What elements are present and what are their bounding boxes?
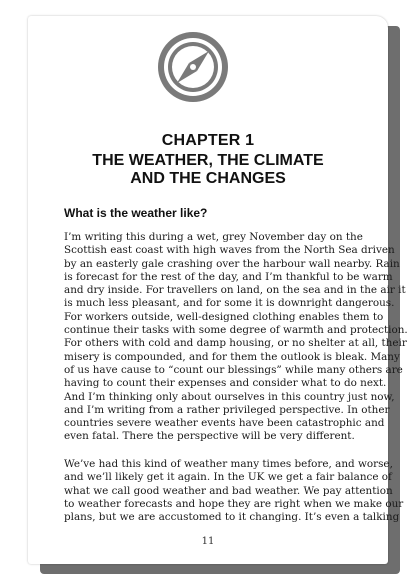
text-line: to weather forecasts and hope they are right when we make our: [64, 497, 404, 510]
chapter-title-line: THE WEATHER, THE CLIMATE: [92, 152, 324, 169]
text-line: is forecast for the rest of the day, and I’m thankful to be warm: [64, 270, 393, 283]
text-line: having to count their expenses and consider what to do next.: [64, 377, 387, 390]
text-line: continue their tasks with some degree of warmth and protection.: [64, 324, 408, 337]
text-line: and dry inside. For travellers on land, on the sea and in the air it: [64, 284, 406, 297]
text-line: And I’m thinking only about ourselves in this country just now,: [64, 390, 395, 403]
text-line: I’m writing this during a wet, grey November day on the: [64, 231, 363, 243]
text-line: For others with cold and damp housing, or no shelter at all, their: [64, 337, 407, 350]
text-line: by an easterly gale crashing over the harbour wall nearby. Rain: [64, 257, 400, 270]
compass-icon: [155, 29, 231, 105]
text-line: is much less pleasant, and for some it is downright dangerous.: [64, 297, 395, 310]
text-line: countries severe weather events have been catastrophic and: [64, 417, 385, 430]
text-line: misery is compounded, and for them the outlook is bleak. Many: [64, 350, 400, 363]
section-heading: What is the weather like?: [64, 206, 208, 220]
chapter-label: CHAPTER 1: [161, 132, 255, 149]
text-line: and we’ll likely get it again. In the UK we get a fair balance of: [64, 471, 392, 484]
chapter-title-line: AND THE CHANGES: [130, 170, 286, 187]
text-line: even fatal. There the perspective will be very different.: [64, 430, 355, 443]
text-line: Scottish east coast with high waves from the North Sea driven: [64, 244, 395, 257]
text-line: of us have cause to “count our blessings” while many others are: [64, 363, 403, 376]
page-number: 11: [201, 536, 215, 547]
text-line: For workers outside, well-designed clothing enables them to: [64, 310, 384, 323]
chapter-title: [0, 152, 416, 188]
text-line: We’ve had this kind of weather many times before, and worse,: [64, 458, 393, 470]
text-line: what we call good weather and bad weather. We pay attention: [64, 484, 393, 497]
paragraph: [64, 458, 404, 524]
paragraph: [64, 231, 408, 444]
text-line: plans, but we are accustomed to it changing. It’s even a talking: [64, 511, 400, 524]
text-line: and I’m writing from a rather privileged perspective. In other: [64, 403, 390, 416]
